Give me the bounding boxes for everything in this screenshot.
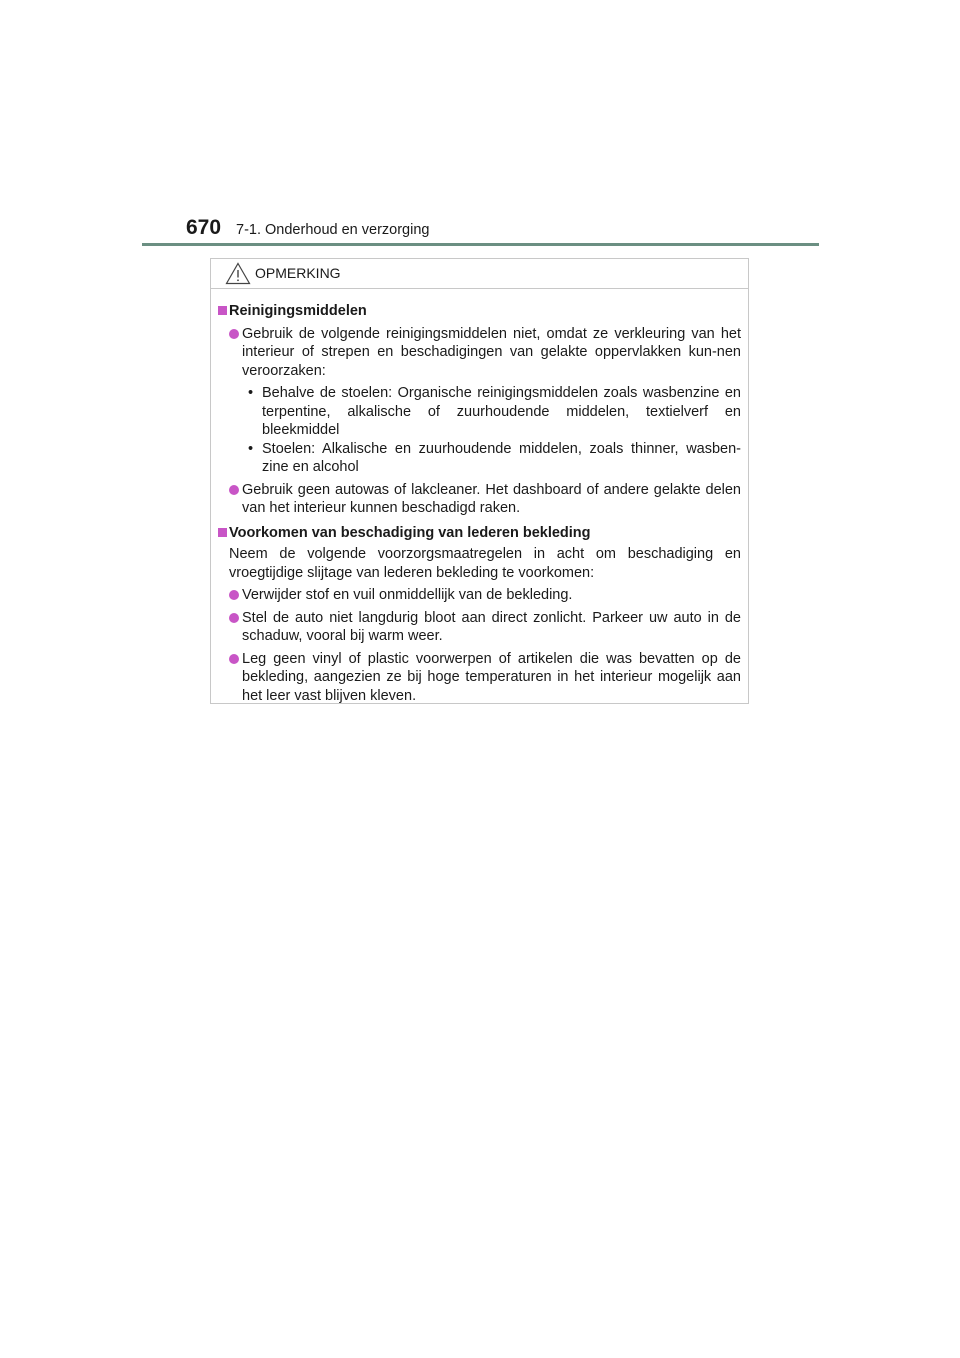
section-title: 7-1. Onderhoud en verzorging	[236, 222, 430, 238]
section-intro: Neem de volgende voorzorgsmaatregelen in acht om beschadiging en vroegtijdige slijtage van lederen bekleding te voorkomen:	[229, 546, 741, 581]
notice-box	[210, 258, 749, 704]
list-item	[218, 325, 741, 381]
section-heading-text: Voorkomen van beschadiging van lederen bekleding	[229, 524, 591, 541]
list-item	[218, 650, 741, 706]
page-number: 670	[186, 216, 222, 239]
circle-bullet-icon	[229, 590, 239, 600]
list-item	[218, 609, 741, 646]
sub-list-item-text: Behalve de stoelen: Organische reinigingsmiddelen zoals wasbenzine en terpentine, alkalische of zuurhoudende middelen, textielverf en bleekmiddel	[262, 385, 741, 438]
list-item-text: Gebruik de volgende reinigingsmiddelen niet, omdat ze verkleuring van het interieur of strepen en beschadigingen van gelakte oppervlakken kun-nen veroorzaken:	[242, 325, 741, 379]
sub-bullet-marker: •	[248, 440, 254, 457]
list-item	[218, 481, 741, 518]
list-item-text: Verwijder stof en vuil onmiddellijk van de bekleding.	[242, 587, 573, 603]
square-bullet-icon	[218, 528, 227, 537]
list-item-text: Leg geen vinyl of plastic voorwerpen of artikelen die was bevatten op de bekleding, aangezien ze bij hoge temperaturen in het interieur mogelijk aan het leer vast blijven kleven.	[242, 650, 741, 704]
section-heading	[218, 302, 741, 321]
section-heading	[218, 524, 741, 543]
circle-bullet-icon	[229, 329, 239, 339]
section-heading-text: Reinigingsmiddelen	[229, 303, 367, 319]
notice-body	[211, 289, 748, 705]
header-rule	[142, 243, 819, 246]
sub-list-item-text: Stoelen: Alkalische en zuurhoudende middelen, zoals thinner, wasben-zine en alcohol	[262, 440, 741, 475]
circle-bullet-icon	[229, 613, 239, 623]
sub-list-item	[218, 440, 741, 477]
sub-list-item	[218, 384, 741, 440]
square-bullet-icon	[218, 306, 227, 315]
notice-title: OPMERKING	[255, 265, 341, 281]
list-item-text: Gebruik geen autowas of lakcleaner. Het dashboard of andere gelakte delen van het interieur kunnen beschadigd raken.	[242, 481, 741, 516]
list-item	[218, 586, 741, 605]
warning-triangle-icon	[225, 262, 251, 285]
notice-header	[211, 259, 748, 289]
list-item-text: Stel de auto niet langdurig bloot aan direct zonlicht. Parkeer uw auto in de schaduw, vooral bij warm weer.	[242, 609, 741, 644]
circle-bullet-icon	[229, 654, 239, 664]
sub-bullet-marker: •	[248, 385, 254, 401]
circle-bullet-icon	[229, 485, 239, 495]
